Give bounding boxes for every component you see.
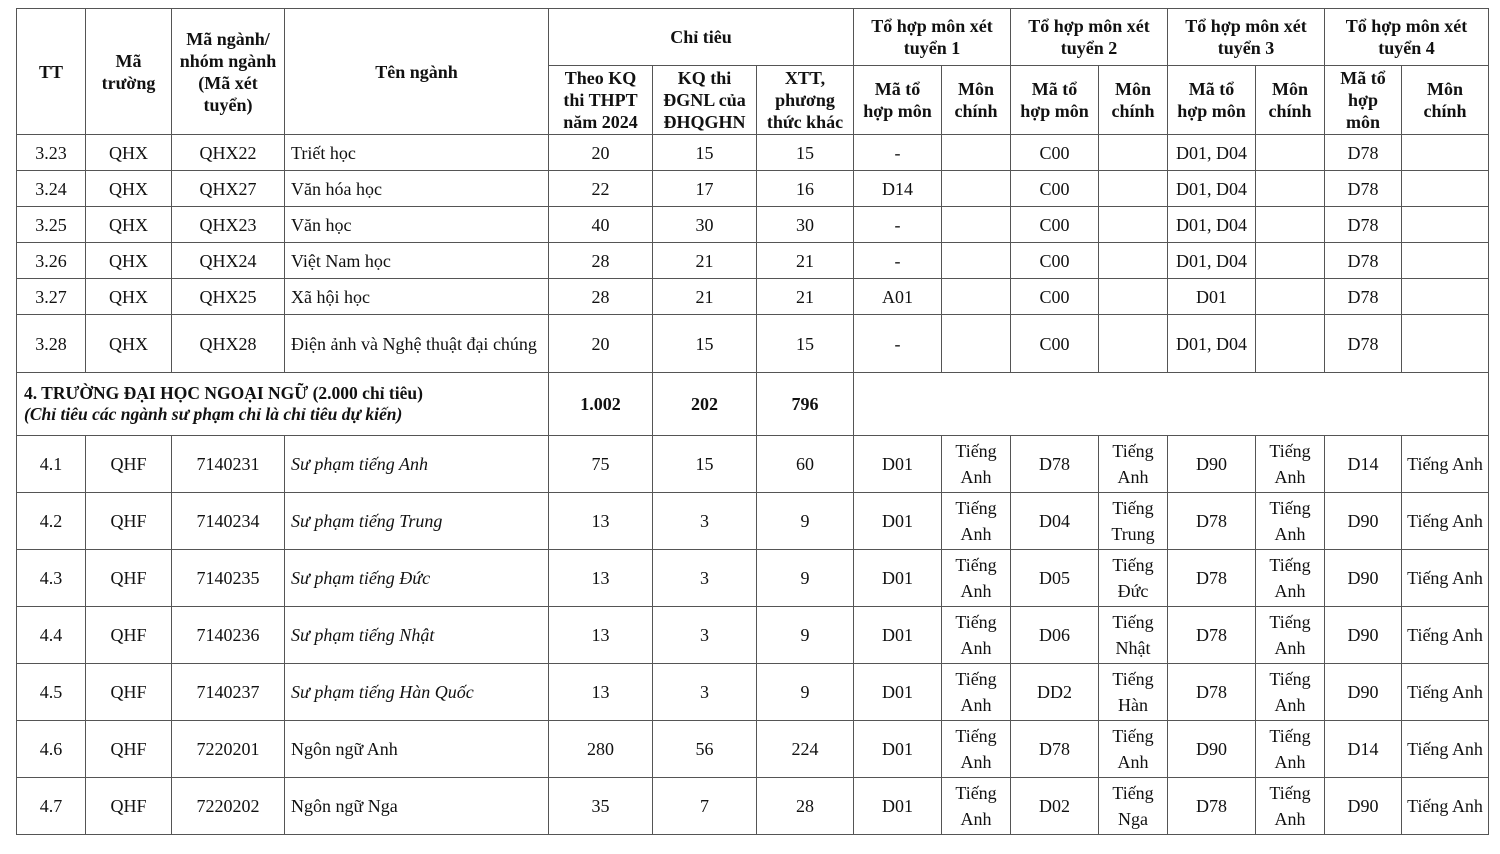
row-school-code: QHX: [86, 279, 172, 315]
row-combo-1-code: -: [854, 207, 942, 243]
section-title-cell: [17, 373, 549, 436]
row-combo-1-code: -: [854, 243, 942, 279]
row-combo-4-main: Tiếng Anh: [1402, 493, 1489, 550]
row-combo-2-main: [1099, 171, 1168, 207]
row-major-code: 7140231: [172, 436, 285, 493]
row-school-code: QHF: [86, 550, 172, 607]
row-combo-1-code: -: [854, 315, 942, 373]
row-major-code: QHX28: [172, 315, 285, 373]
row-tt: 4.4: [17, 607, 86, 664]
row-combo-3-code: D01, D04: [1168, 207, 1256, 243]
row-quota-dgnl: 3: [653, 607, 757, 664]
row-combo-2-main: [1099, 279, 1168, 315]
table-row: [17, 171, 1489, 207]
section-empty-cell: [854, 373, 1489, 436]
row-quota-thpt: 20: [549, 135, 653, 171]
row-combo-1-code: D01: [854, 664, 942, 721]
header-combo-2: Tổ hợp môn xét tuyển 2: [1011, 9, 1168, 66]
row-combo-4-main: Tiếng Anh: [1402, 778, 1489, 835]
row-major-name: Văn học: [285, 207, 549, 243]
admissions-table-sheet: [16, 8, 1489, 835]
section-note: (Chỉ tiêu các ngành sư phạm chỉ là chỉ tiêu dự kiến): [24, 404, 403, 424]
row-combo-2-code: D78: [1011, 436, 1099, 493]
row-tt: 3.23: [17, 135, 86, 171]
row-major-name: Ngôn ngữ Anh: [285, 721, 549, 778]
row-quota-dgnl: 3: [653, 550, 757, 607]
row-quota-thpt: 28: [549, 279, 653, 315]
row-major-name: Điện ảnh và Nghệ thuật đại chúng: [285, 315, 549, 373]
row-combo-3-main: Tiếng Anh: [1256, 607, 1325, 664]
row-major-code: 7140236: [172, 607, 285, 664]
row-quota-other: 9: [757, 607, 854, 664]
table-row: [17, 279, 1489, 315]
row-quota-dgnl: 7: [653, 778, 757, 835]
row-tt: 4.3: [17, 550, 86, 607]
header-combo-3: Tổ hợp môn xét tuyển 3: [1168, 9, 1325, 66]
row-tt: 3.27: [17, 279, 86, 315]
table-row: [17, 778, 1489, 835]
row-quota-dgnl: 15: [653, 135, 757, 171]
row-major-name: Sư phạm tiếng Trung: [285, 493, 549, 550]
table-row: [17, 607, 1489, 664]
row-quota-dgnl: 21: [653, 279, 757, 315]
row-combo-2-main: Tiếng Trung: [1099, 493, 1168, 550]
row-combo-1-code: D01: [854, 607, 942, 664]
row-combo-1-main: [942, 315, 1011, 373]
row-combo-4-main: [1402, 171, 1489, 207]
row-combo-4-code: D78: [1325, 243, 1402, 279]
row-major-name: Xã hội học: [285, 279, 549, 315]
row-combo-4-code: D14: [1325, 436, 1402, 493]
row-combo-4-main: [1402, 135, 1489, 171]
row-tt: 4.5: [17, 664, 86, 721]
row-combo-2-main: Tiếng Nga: [1099, 778, 1168, 835]
header-major-code: Mã ngành/ nhóm ngành (Mã xét tuyển): [172, 9, 285, 135]
row-combo-3-code: D78: [1168, 778, 1256, 835]
row-combo-4-main: Tiếng Anh: [1402, 550, 1489, 607]
row-combo-4-code: D14: [1325, 721, 1402, 778]
section-quota-thpt: 1.002: [549, 373, 653, 436]
row-combo-2-code: C00: [1011, 279, 1099, 315]
row-major-name: Sư phạm tiếng Anh: [285, 436, 549, 493]
row-major-name: Ngôn ngữ Nga: [285, 778, 549, 835]
row-quota-other: 15: [757, 135, 854, 171]
header-combo-4: Tổ hợp môn xét tuyển 4: [1325, 9, 1489, 66]
table-row: [17, 550, 1489, 607]
row-quota-other: 15: [757, 315, 854, 373]
row-combo-4-code: D90: [1325, 778, 1402, 835]
row-combo-2-code: C00: [1011, 243, 1099, 279]
table-row: [17, 664, 1489, 721]
row-combo-3-code: D01, D04: [1168, 171, 1256, 207]
row-combo-3-main: Tiếng Anh: [1256, 721, 1325, 778]
row-combo-4-main: Tiếng Anh: [1402, 436, 1489, 493]
header-combo-1: Tổ hợp môn xét tuyển 1: [854, 9, 1011, 66]
row-quota-dgnl: 17: [653, 171, 757, 207]
row-quota-dgnl: 15: [653, 315, 757, 373]
row-combo-4-code: D78: [1325, 171, 1402, 207]
header-quota-thpt: Theo KQ thi THPT năm 2024: [549, 66, 653, 135]
row-quota-thpt: 20: [549, 315, 653, 373]
row-quota-thpt: 13: [549, 607, 653, 664]
row-combo-1-main: [942, 135, 1011, 171]
row-school-code: QHF: [86, 607, 172, 664]
row-school-code: QHX: [86, 171, 172, 207]
row-quota-thpt: 13: [549, 664, 653, 721]
row-school-code: QHF: [86, 493, 172, 550]
table-row: [17, 436, 1489, 493]
row-combo-3-code: D78: [1168, 664, 1256, 721]
row-combo-2-code: D06: [1011, 607, 1099, 664]
row-quota-other: 9: [757, 664, 854, 721]
admissions-table: [16, 8, 1489, 835]
row-combo-1-code: D01: [854, 436, 942, 493]
row-combo-1-code: -: [854, 135, 942, 171]
row-combo-3-code: D01, D04: [1168, 243, 1256, 279]
row-tt: 4.1: [17, 436, 86, 493]
row-combo-2-main: Tiếng Anh: [1099, 721, 1168, 778]
header-main-subject: Môn chính: [1099, 66, 1168, 135]
row-combo-1-main: Tiếng Anh: [942, 721, 1011, 778]
row-major-code: 7140234: [172, 493, 285, 550]
row-combo-1-main: Tiếng Anh: [942, 778, 1011, 835]
table-header: [17, 9, 1489, 135]
row-combo-3-main: Tiếng Anh: [1256, 664, 1325, 721]
header-quota-other: XTT, phương thức khác: [757, 66, 854, 135]
table-row: [17, 493, 1489, 550]
header-main-subject: Môn chính: [942, 66, 1011, 135]
row-combo-1-code: D01: [854, 778, 942, 835]
table-row: [17, 243, 1489, 279]
row-combo-2-code: C00: [1011, 315, 1099, 373]
row-combo-3-code: D01, D04: [1168, 315, 1256, 373]
header-tt: TT: [17, 9, 86, 135]
row-quota-dgnl: 30: [653, 207, 757, 243]
row-school-code: QHX: [86, 135, 172, 171]
row-combo-1-code: D14: [854, 171, 942, 207]
row-combo-2-main: [1099, 207, 1168, 243]
row-combo-1-main: Tiếng Anh: [942, 664, 1011, 721]
row-tt: 3.25: [17, 207, 86, 243]
row-school-code: QHF: [86, 664, 172, 721]
row-combo-3-main: [1256, 171, 1325, 207]
header-combo-code: Mã tổ hợp môn: [1011, 66, 1099, 135]
row-quota-other: 21: [757, 279, 854, 315]
table-row: [17, 135, 1489, 171]
header-combo-code: Mã tổ hợp môn: [1325, 66, 1402, 135]
row-combo-1-code: D01: [854, 493, 942, 550]
row-combo-3-main: Tiếng Anh: [1256, 550, 1325, 607]
row-tt: 4.6: [17, 721, 86, 778]
row-combo-2-main: [1099, 135, 1168, 171]
row-quota-dgnl: 56: [653, 721, 757, 778]
header-combo-code: Mã tổ hợp môn: [1168, 66, 1256, 135]
section-title: 4. TRƯỜNG ĐẠI HỌC NGOẠI NGỮ (2.000 chỉ tiêu): [24, 383, 423, 403]
row-combo-2-main: Tiếng Đức: [1099, 550, 1168, 607]
row-quota-thpt: 35: [549, 778, 653, 835]
row-quota-thpt: 75: [549, 436, 653, 493]
row-quota-dgnl: 3: [653, 664, 757, 721]
row-combo-4-main: [1402, 243, 1489, 279]
row-major-name: Triết học: [285, 135, 549, 171]
row-combo-4-code: D78: [1325, 135, 1402, 171]
row-combo-1-main: [942, 279, 1011, 315]
row-combo-4-code: D78: [1325, 207, 1402, 243]
section-4-summary: [17, 373, 1489, 436]
row-combo-4-code: D90: [1325, 664, 1402, 721]
row-combo-3-code: D01, D04: [1168, 135, 1256, 171]
row-combo-3-code: D01: [1168, 279, 1256, 315]
row-school-code: QHX: [86, 315, 172, 373]
row-major-code: QHX22: [172, 135, 285, 171]
row-combo-3-code: D78: [1168, 607, 1256, 664]
row-combo-1-main: Tiếng Anh: [942, 493, 1011, 550]
row-combo-2-code: C00: [1011, 207, 1099, 243]
row-combo-2-code: D02: [1011, 778, 1099, 835]
header-quota: Chỉ tiêu: [549, 9, 854, 66]
row-combo-3-main: Tiếng Anh: [1256, 436, 1325, 493]
row-major-code: QHX24: [172, 243, 285, 279]
row-major-name: Sư phạm tiếng Nhật: [285, 607, 549, 664]
table-row: [17, 315, 1489, 373]
row-combo-3-code: D90: [1168, 436, 1256, 493]
table-row: [17, 721, 1489, 778]
section-quota-other: 796: [757, 373, 854, 436]
row-combo-3-code: D78: [1168, 493, 1256, 550]
row-combo-2-main: Tiếng Hàn: [1099, 664, 1168, 721]
row-major-code: QHX23: [172, 207, 285, 243]
row-combo-2-code: D78: [1011, 721, 1099, 778]
row-school-code: QHX: [86, 207, 172, 243]
row-quota-other: 60: [757, 436, 854, 493]
row-combo-3-main: [1256, 243, 1325, 279]
row-quota-other: 28: [757, 778, 854, 835]
row-quota-thpt: 40: [549, 207, 653, 243]
row-quota-thpt: 13: [549, 493, 653, 550]
header-quota-dgnl: KQ thi ĐGNL của ĐHQGHN: [653, 66, 757, 135]
row-quota-other: 9: [757, 493, 854, 550]
row-major-name: Sư phạm tiếng Hàn Quốc: [285, 664, 549, 721]
row-combo-3-main: [1256, 207, 1325, 243]
row-combo-1-main: [942, 171, 1011, 207]
row-tt: 4.7: [17, 778, 86, 835]
row-quota-other: 224: [757, 721, 854, 778]
row-combo-4-main: Tiếng Anh: [1402, 664, 1489, 721]
row-combo-2-code: D04: [1011, 493, 1099, 550]
row-tt: 3.24: [17, 171, 86, 207]
row-major-name: Việt Nam học: [285, 243, 549, 279]
row-quota-thpt: 22: [549, 171, 653, 207]
row-major-code: 7220202: [172, 778, 285, 835]
row-major-name: Sư phạm tiếng Đức: [285, 550, 549, 607]
row-combo-1-code: A01: [854, 279, 942, 315]
row-quota-dgnl: 3: [653, 493, 757, 550]
row-major-code: 7220201: [172, 721, 285, 778]
row-combo-4-code: D78: [1325, 315, 1402, 373]
row-combo-4-code: D78: [1325, 279, 1402, 315]
row-quota-dgnl: 15: [653, 436, 757, 493]
header-major-name: Tên ngành: [285, 9, 549, 135]
row-school-code: QHF: [86, 721, 172, 778]
row-combo-4-code: D90: [1325, 607, 1402, 664]
row-combo-1-code: D01: [854, 550, 942, 607]
row-combo-1-code: D01: [854, 721, 942, 778]
row-combo-2-main: [1099, 243, 1168, 279]
row-tt: 3.28: [17, 315, 86, 373]
row-major-name: Văn hóa học: [285, 171, 549, 207]
row-major-code: QHX27: [172, 171, 285, 207]
rows-section-3: [17, 135, 1489, 373]
row-quota-thpt: 28: [549, 243, 653, 279]
row-combo-3-main: [1256, 135, 1325, 171]
header-main-subject: Môn chính: [1402, 66, 1489, 135]
section-quota-dgnl: 202: [653, 373, 757, 436]
table-row: [17, 207, 1489, 243]
row-combo-4-main: [1402, 279, 1489, 315]
row-combo-1-main: Tiếng Anh: [942, 550, 1011, 607]
row-school-code: QHF: [86, 436, 172, 493]
row-combo-1-main: Tiếng Anh: [942, 607, 1011, 664]
row-combo-4-code: D90: [1325, 550, 1402, 607]
row-combo-2-code: DD2: [1011, 664, 1099, 721]
row-quota-thpt: 13: [549, 550, 653, 607]
row-combo-2-main: Tiếng Anh: [1099, 436, 1168, 493]
row-combo-4-main: Tiếng Anh: [1402, 721, 1489, 778]
row-combo-3-main: [1256, 315, 1325, 373]
row-combo-2-main: Tiếng Nhật: [1099, 607, 1168, 664]
row-quota-other: 30: [757, 207, 854, 243]
row-combo-2-main: [1099, 315, 1168, 373]
header-school-code: Mã trường: [86, 9, 172, 135]
row-combo-4-main: Tiếng Anh: [1402, 607, 1489, 664]
row-combo-3-main: [1256, 279, 1325, 315]
row-school-code: QHF: [86, 778, 172, 835]
row-major-code: 7140235: [172, 550, 285, 607]
row-combo-1-main: Tiếng Anh: [942, 436, 1011, 493]
row-combo-4-code: D90: [1325, 493, 1402, 550]
row-combo-3-code: D78: [1168, 550, 1256, 607]
row-major-code: 7140237: [172, 664, 285, 721]
row-quota-thpt: 280: [549, 721, 653, 778]
row-combo-4-main: [1402, 207, 1489, 243]
row-combo-3-main: Tiếng Anh: [1256, 493, 1325, 550]
row-combo-1-main: [942, 243, 1011, 279]
row-combo-2-code: D05: [1011, 550, 1099, 607]
row-major-code: QHX25: [172, 279, 285, 315]
row-tt: 3.26: [17, 243, 86, 279]
header-main-subject: Môn chính: [1256, 66, 1325, 135]
row-quota-other: 21: [757, 243, 854, 279]
row-combo-1-main: [942, 207, 1011, 243]
header-combo-code: Mã tổ hợp môn: [854, 66, 942, 135]
row-combo-2-code: C00: [1011, 171, 1099, 207]
row-combo-2-code: C00: [1011, 135, 1099, 171]
row-quota-other: 9: [757, 550, 854, 607]
row-quota-dgnl: 21: [653, 243, 757, 279]
row-school-code: QHX: [86, 243, 172, 279]
row-combo-3-code: D90: [1168, 721, 1256, 778]
row-combo-3-main: Tiếng Anh: [1256, 778, 1325, 835]
row-tt: 4.2: [17, 493, 86, 550]
row-quota-other: 16: [757, 171, 854, 207]
rows-section-4: [17, 436, 1489, 835]
row-combo-4-main: [1402, 315, 1489, 373]
